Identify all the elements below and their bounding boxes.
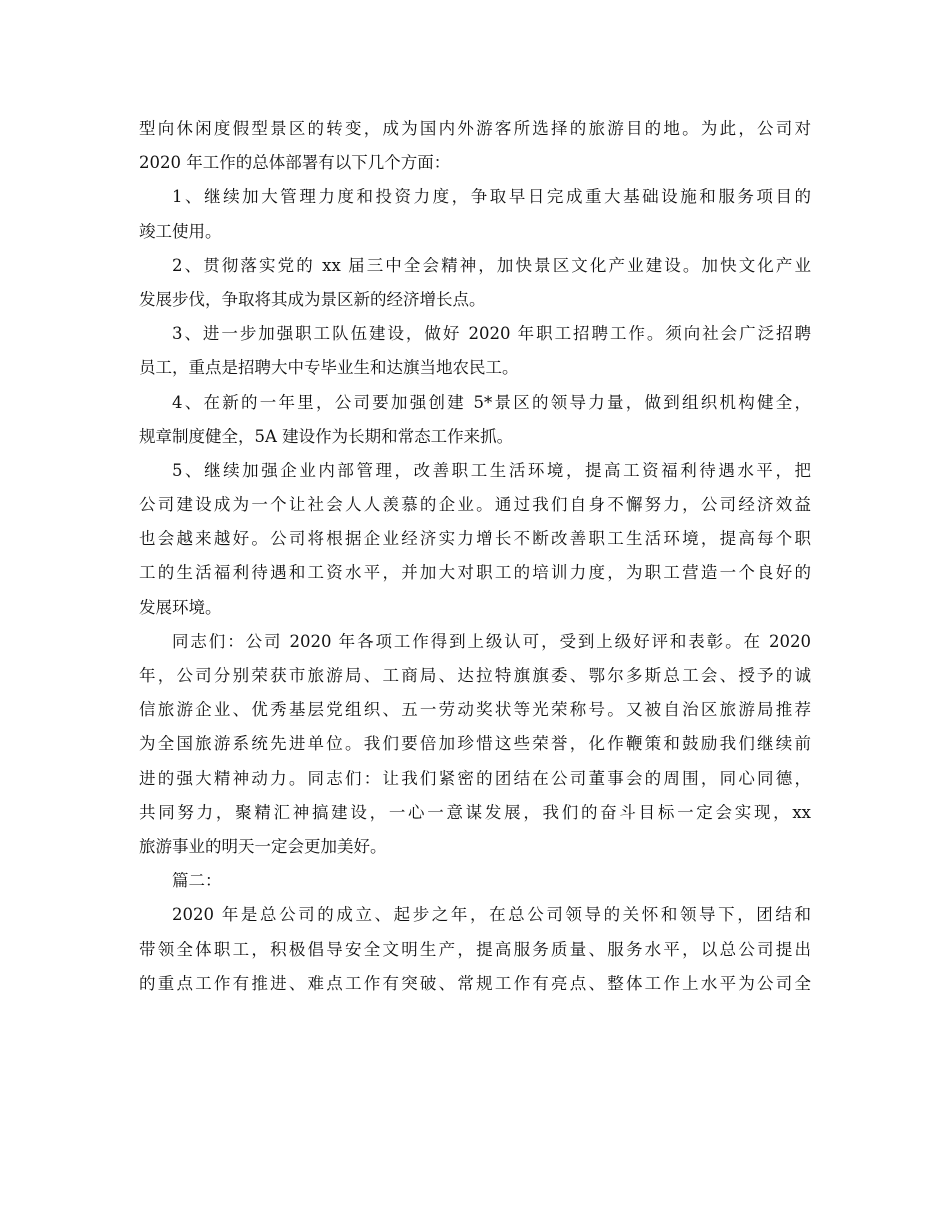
text-line: 规章制度健全，5A 建设作为长期和常态工作来抓。 bbox=[139, 426, 514, 446]
document-body bbox=[139, 112, 811, 1001]
text-line: 4、在新的一年里，公司要加强创建 5*景区的领导力量，做到组织机构健全， bbox=[172, 392, 811, 412]
text-line: 1、继续加大管理力度和投资力度，争取早日完成重大基础设施和服务项目的 bbox=[172, 187, 811, 207]
text-line: 公司建设成为一个让社会人人羡慕的企业。通过我们自身不懈努力，公司经济效益 bbox=[139, 495, 811, 515]
text-line: 发展环境。 bbox=[139, 597, 222, 617]
text-line: 2、贯彻落实党的 xx 届三中全会精神，加快景区文化产业建设。加快文化产业 bbox=[172, 255, 811, 275]
text-line: 为全国旅游系统先进单位。我们要倍加珍惜这些荣誉，化作鞭策和鼓励我们继续前 bbox=[139, 734, 811, 754]
text-line: 旅游事业的明天一定会更加美好。 bbox=[139, 836, 387, 856]
text-line: 员工，重点是招聘大中专毕业生和达旗当地农民工。 bbox=[139, 358, 519, 378]
text-line: 同志们：公司 2020 年各项工作得到上级认可，受到上级好评和表彰。在 2020 bbox=[172, 631, 811, 651]
text-line: 的重点工作有推进、难点工作有突破、常规工作有亮点、整体工作上水平为公司全 bbox=[139, 973, 811, 993]
text-line: 5、继续加强企业内部管理，改善职工生活环境，提高工资福利待遇水平，把 bbox=[172, 460, 811, 480]
text-line: 共同努力，聚精汇神搞建设，一心一意谋发展，我们的奋斗目标一定会实现，xx bbox=[139, 802, 811, 822]
text-line: 竣工使用。 bbox=[139, 221, 222, 241]
text-line: 带领全体职工，积极倡导安全文明生产，提高服务质量、服务水平，以总公司提出 bbox=[139, 939, 811, 959]
text-line: 进的强大精神动力。同志们：让我们紧密的团结在公司董事会的周围，同心同德， bbox=[139, 768, 811, 788]
text-line: 2020 年是总公司的成立、起步之年，在总公司领导的关怀和领导下，团结和 bbox=[172, 905, 811, 925]
text-line: 工的生活福利待遇和工资水平，并加大对职工的培训力度，为职工营造一个良好的 bbox=[139, 563, 811, 583]
text-line: 年，公司分别荣获市旅游局、工商局、达拉特旗旗委、鄂尔多斯总工会、授予的诚 bbox=[139, 666, 811, 685]
text-line: 也会越来越好。公司将根据企业经济实力增长不断改善职工生活环境，提高每个职 bbox=[139, 529, 811, 549]
text-line: 篇二： bbox=[172, 871, 222, 891]
text-line: 2020 年工作的总体部署有以下几个方面： bbox=[139, 153, 451, 173]
text-line: 3、进一步加强职工队伍建设，做好 2020 年职工招聘工作。须向社会广泛招聘 bbox=[172, 324, 811, 344]
text-line: 发展步伐，争取将其成为景区新的经济增长点。 bbox=[139, 289, 486, 309]
text-line: 信旅游企业、优秀基层党组织、五一劳动奖状等光荣称号。又被自治区旅游局推荐 bbox=[139, 700, 811, 720]
text-line: 型向休闲度假型景区的转变，成为国内外游客所选择的旅游目的地。为此，公司对 bbox=[139, 119, 811, 138]
